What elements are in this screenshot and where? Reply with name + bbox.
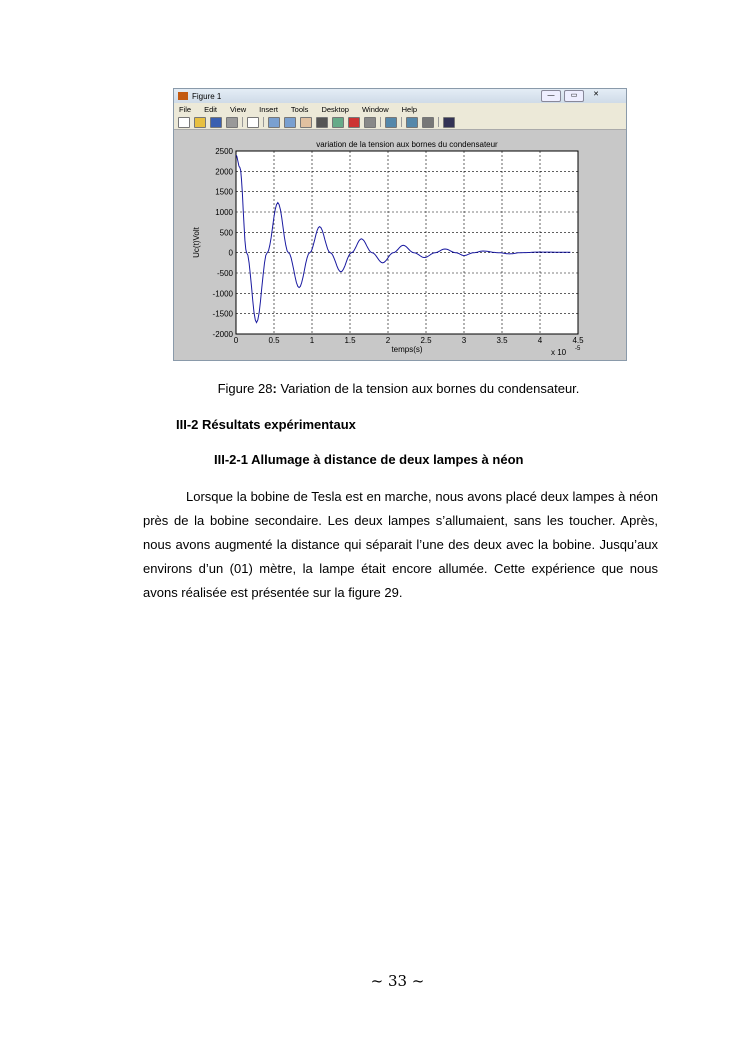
menu-window[interactable]: Window [361,104,389,114]
matlab-figure-window [173,88,627,361]
menu-file[interactable]: File [179,104,192,114]
x-tick-label: 0.5 [268,336,280,345]
y-tick-label: 1500 [215,187,233,197]
y-tick-label: -1500 [212,309,233,319]
y-tick-label: -1000 [212,289,233,299]
caption-text: Variation de la tension aux bornes du condensateur. [276,381,580,396]
x-tick-label: 4 [537,336,543,345]
y-tick-label: 0 [228,248,233,258]
menu-edit[interactable]: Edit [204,104,218,114]
x-tick-label: 1 [309,336,315,345]
window-title: Figure 1 [192,91,222,101]
y-tick-label: 1000 [215,208,233,217]
subsection-heading: III-2-1 Allumage à distance de deux lampes à néon [214,452,524,467]
y-tick-label: -500 [216,269,233,278]
caption-sep: : [272,381,277,396]
body-paragraph: Lorsque la bobine de Tesla est en marche, nous avons placé deux lampes à néon près de la bobine secondaire. Les deux lampes s’allumaient, sans les toucher. Après, nous avons augmenté la distance qui séparait l’une des deux avec la bobine. Jusqu’aux environs d’un (01) mètre, la lampe était encore allumée. Cette expérience que nous avons réalisée est présentée sur la figure 29. [143,489,658,600]
x-tick-label: 1.5 [344,336,356,345]
y-tick-label: 2000 [215,167,233,177]
page-number: ~ 33 ~ [370,972,425,990]
y-tick-label: 2500 [215,147,233,156]
y-tick-label: 500 [219,228,233,238]
menu-tools[interactable]: Tools [290,104,309,114]
axes-box [236,151,578,334]
x-tick-label: 3.5 [496,336,508,345]
x-exponent: -5 [575,346,581,352]
x-multiplier: x 10 [551,348,567,357]
menu-insert[interactable]: Insert [259,104,278,114]
x-tick-label: 0 [233,336,239,345]
menu-desktop[interactable]: Desktop [321,104,349,114]
minimize-button[interactable]: — [541,90,561,102]
close-button[interactable]: ✕ [593,91,599,98]
section-heading: III-2 Résultats expérimentaux [176,417,356,432]
chart-title: variation de la tension aux bornes du condensateur [316,140,498,149]
x-tick-label: 3 [461,336,467,345]
figure-caption [0,381,745,396]
x-tick-label: 4.5 [572,336,584,345]
plot-area [174,89,628,362]
menu-view[interactable]: View [230,104,247,114]
menu-help[interactable]: Help [401,104,418,114]
maximize-button[interactable]: ▭ [564,90,584,102]
x-axis-label: temps(s) [391,345,423,354]
caption-label: Figure 28 [217,381,273,396]
x-tick-label: 2 [385,336,391,345]
x-tick-label: 2.5 [420,336,432,345]
y-axis-label: Uc(t)Volt [192,227,201,258]
y-tick-label: -2000 [212,330,233,339]
